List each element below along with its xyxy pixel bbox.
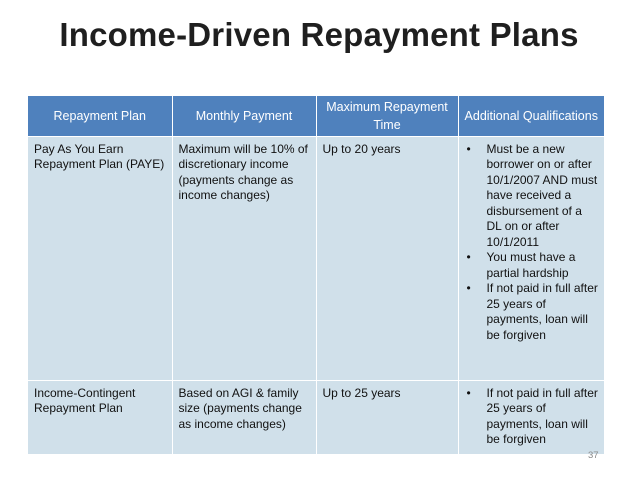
list-item [465,281,599,343]
table-row [28,136,604,380]
list-item [465,386,599,448]
slide-title: Income-Driven Repayment Plans [59,16,579,53]
header-additional-qualifications: Additional Qualifications [458,96,604,136]
header-monthly-payment: Monthly Payment [172,96,316,136]
table-row [28,380,604,454]
slide-number: 37 [588,450,599,461]
cell-max-repayment-time: Up to 20 years [316,136,458,380]
bullet-icon: • [466,281,471,295]
qualifications-list [465,142,599,344]
cell-max-repayment-time: Up to 25 years [316,380,458,454]
cell-additional-qualifications [458,136,604,380]
bullet-icon: • [466,141,471,156]
cell-plan-name: Pay As You Earn Repayment Plan (PAYE) [28,136,172,380]
list-item [465,142,599,251]
header-repayment-plan: Repayment Plan [28,96,172,136]
qualification-text: If not paid in full after 25 years of payments, loan will be forgiven [486,281,598,342]
cell-plan-name: Income-Contingent Repayment Plan [28,380,172,454]
qualification-text: Must be a new borrower on or after 10/1/2007 AND must have received a disbursement of a DL on or after 10/1/2011 [486,141,598,249]
qualification-text: You must have a partial hardship [486,250,576,280]
bullet-icon: • [466,250,471,264]
cell-monthly-payment: Maximum will be 10% of discretionary income (payments change as income changes) [172,136,316,380]
list-item [465,250,599,281]
cell-monthly-payment: Based on AGI & family size (payments change as income changes) [172,380,316,454]
repayment-plans-table [28,96,604,454]
table-header-row [28,96,604,136]
cell-additional-qualifications [458,380,604,454]
header-maximum-repayment-time: Maximum Repayment Time [316,96,458,136]
qualification-text: If not paid in full after 25 years of payments, loan will be forgiven [486,385,598,446]
bullet-icon: • [466,385,471,400]
qualifications-list [465,386,599,448]
